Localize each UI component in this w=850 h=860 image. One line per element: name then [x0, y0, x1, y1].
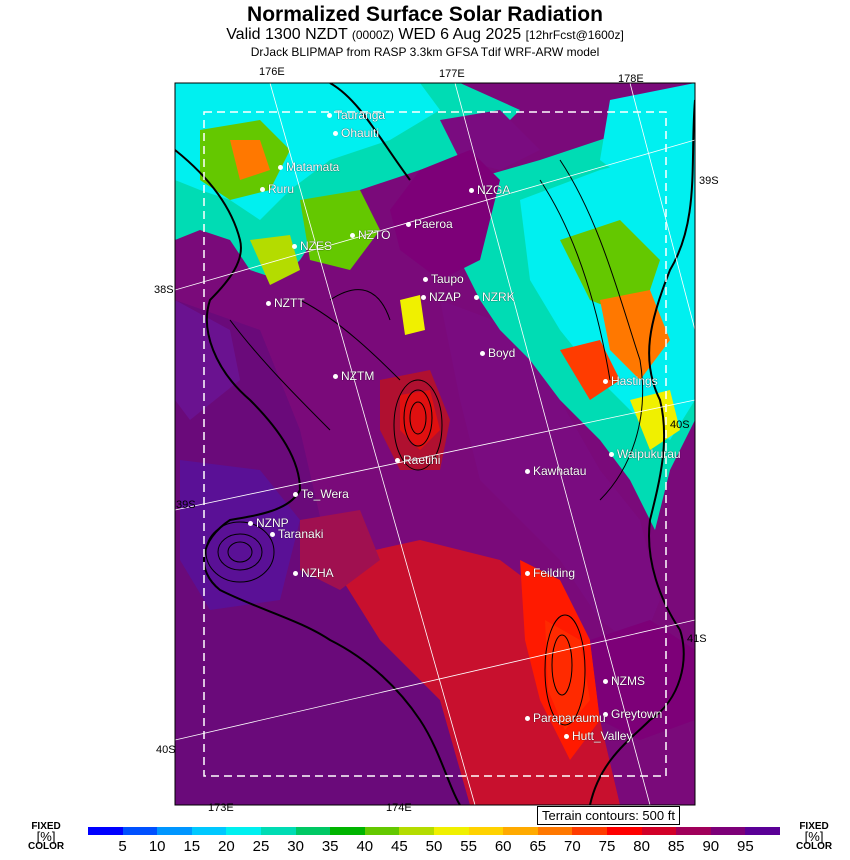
place-marker: Hutt_Valley: [564, 729, 632, 743]
lat-label-41s: 41S: [687, 633, 707, 645]
place-marker: Waipukurau: [609, 447, 681, 461]
forecast-info: [12hrFcst@1600z]: [525, 28, 624, 42]
scale-tick-label: 45: [391, 838, 408, 855]
place-marker: Taupo: [423, 272, 464, 286]
lon-label-177e: 177E: [439, 68, 465, 80]
lat-label-38s: 38S: [154, 284, 174, 296]
legend-right-label: FIXED [%] COLOR: [796, 821, 833, 852]
place-marker: NZHA: [293, 566, 334, 580]
lat-label-39s-left: 39S: [176, 499, 196, 511]
place-marker: NZMS: [603, 674, 645, 688]
scale-tick-label: 60: [494, 838, 512, 855]
color-swatch: [745, 827, 780, 835]
color-swatch: [88, 827, 123, 835]
scale-tick-label: 15: [183, 838, 201, 855]
place-marker: Matamata: [278, 160, 339, 174]
model-source: DrJack BLIPMAP from RASP 3.3km GFSA Tdif WRF-ARW model: [250, 45, 600, 59]
color-swatch: [572, 827, 607, 835]
scale-tick-label: 80: [633, 838, 650, 855]
place-marker: Te_Wera: [293, 487, 349, 501]
valid-date: WED 6 Aug 2025: [398, 26, 522, 43]
lat-label-39s-top: 39S: [699, 175, 719, 187]
map-field: [175, 83, 695, 805]
place-marker: Feilding: [525, 566, 575, 580]
lon-label-176e: 176E: [259, 66, 285, 78]
legend-left-label: FIXED [%] COLOR: [28, 821, 65, 852]
scale-tick-label: 50: [425, 838, 443, 855]
scale-tick-label: 65: [529, 838, 547, 855]
color-swatch: [365, 827, 400, 835]
color-scale-bar: [88, 827, 780, 835]
color-scale-ticks: [88, 838, 780, 858]
place-marker: NZNP: [248, 516, 289, 530]
scale-tick-label: 70: [564, 838, 581, 855]
scale-tick-label: 75: [598, 838, 616, 855]
lon-label-174e: 174E: [386, 802, 412, 814]
lon-label-178e: 178E: [618, 73, 644, 85]
utc-time: (0000Z): [351, 28, 394, 42]
scale-tick-label: 40: [356, 838, 374, 855]
terrain-contours-note: Terrain contours: 500 ft: [537, 806, 680, 825]
lon-label-173e: 173E: [208, 802, 234, 814]
color-swatch: [469, 827, 504, 835]
scale-tick-label: 25: [252, 838, 270, 855]
scale-tick-label: 30: [287, 838, 304, 855]
place-marker: Ruru: [260, 182, 294, 196]
scale-tick-label: 20: [218, 838, 235, 855]
color-swatch: [434, 827, 469, 835]
map-title: Normalized Surface Solar Radiation: [247, 3, 603, 26]
color-swatch: [157, 827, 192, 835]
scale-tick-label: 90: [702, 838, 720, 855]
place-marker: Paraparaumu: [525, 711, 606, 725]
scale-tick-label: 35: [321, 838, 339, 855]
color-swatch: [330, 827, 365, 835]
place-marker: Kawhatau: [525, 464, 586, 478]
lat-label-40s-right: 40S: [670, 419, 690, 431]
color-swatch: [296, 827, 331, 835]
place-marker: Paeroa: [406, 217, 453, 231]
place-marker: Hastings: [603, 374, 658, 388]
place-marker: NZGA: [469, 183, 510, 197]
color-swatch: [607, 827, 642, 835]
scale-tick-label: 85: [667, 838, 685, 855]
color-swatch: [192, 827, 227, 835]
color-swatch: [676, 827, 711, 835]
place-marker: Raetihi: [395, 453, 440, 467]
place-marker: Tauranga: [327, 108, 385, 122]
scale-tick-label: 55: [460, 838, 477, 855]
color-swatch: [711, 827, 746, 835]
place-marker: NZTM: [333, 369, 374, 383]
place-marker: NZES: [292, 239, 332, 253]
color-swatch: [399, 827, 434, 835]
color-swatch: [123, 827, 158, 835]
place-marker: Boyd: [480, 346, 515, 360]
color-swatch: [261, 827, 296, 835]
scale-tick-label: 5: [118, 838, 127, 855]
lat-label-40s-left: 40S: [156, 744, 176, 756]
place-marker: NZRK: [474, 290, 515, 304]
scale-tick-label: 95: [737, 838, 754, 855]
place-marker: NZTO: [350, 228, 390, 242]
color-swatch: [226, 827, 261, 835]
scale-tick-label: 10: [148, 838, 166, 855]
place-marker: Ohauiti: [333, 126, 379, 140]
valid-time: Valid 1300 NZDT: [226, 26, 348, 43]
color-swatch: [538, 827, 573, 835]
place-marker: Greytown: [603, 707, 662, 721]
color-swatch: [642, 827, 677, 835]
place-marker: Taranaki: [270, 527, 323, 541]
color-swatch: [503, 827, 538, 835]
place-marker: NZTT: [266, 296, 305, 310]
place-marker: NZAP: [421, 290, 461, 304]
